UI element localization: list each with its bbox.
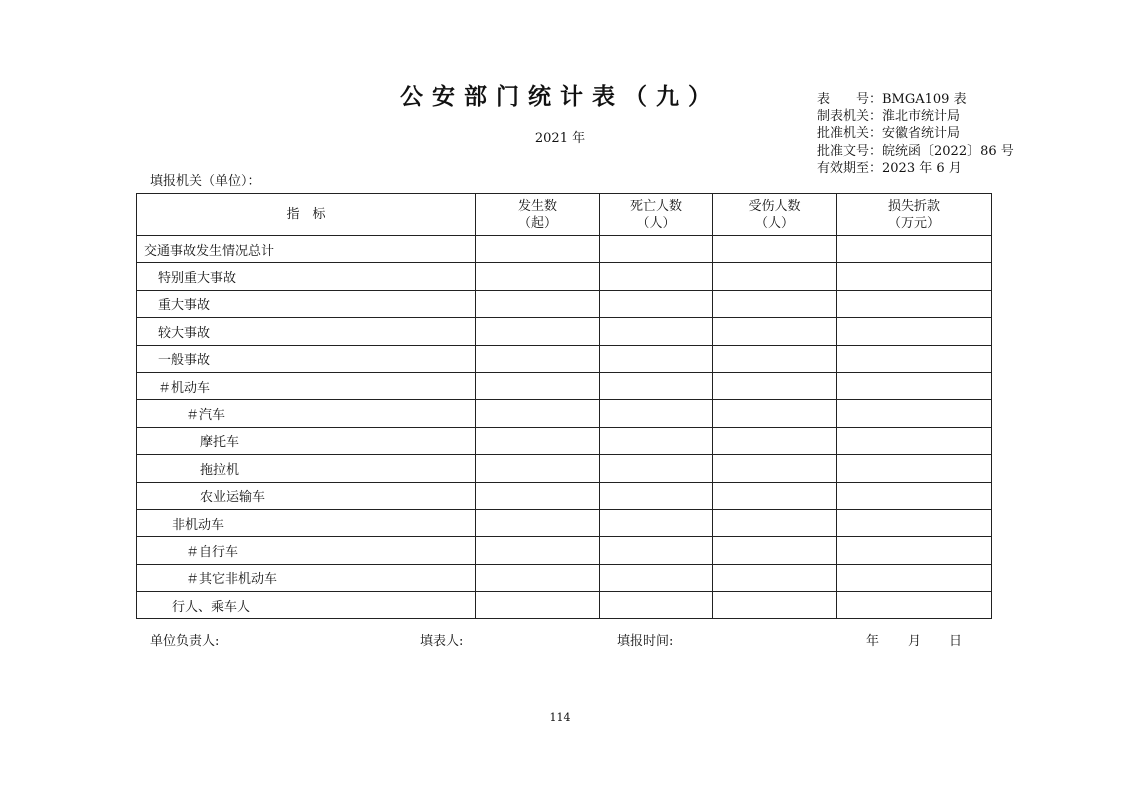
input-cell[interactable] xyxy=(600,318,713,345)
input-cell[interactable] xyxy=(600,455,713,482)
input-cell[interactable] xyxy=(837,318,992,345)
input-cell[interactable] xyxy=(713,263,837,290)
form-filler-label: 填表人: xyxy=(420,634,464,649)
row-label: 非机动车 xyxy=(137,509,476,536)
column-unit: （人） xyxy=(636,215,676,231)
column-header-occurrences xyxy=(476,194,600,236)
table-row xyxy=(137,564,992,591)
approval-document-line: 批准文号：皖统函〔2022〕86 号 xyxy=(817,143,1014,159)
input-cell[interactable] xyxy=(713,427,837,454)
table-row xyxy=(137,592,992,619)
column-name: 受伤人数 xyxy=(748,198,801,214)
input-cell[interactable] xyxy=(713,236,837,263)
input-cell[interactable] xyxy=(476,482,600,509)
input-cell[interactable] xyxy=(713,455,837,482)
input-cell[interactable] xyxy=(476,263,600,290)
input-cell[interactable] xyxy=(837,564,992,591)
input-cell[interactable] xyxy=(600,372,713,399)
input-cell[interactable] xyxy=(837,427,992,454)
input-cell[interactable] xyxy=(476,537,600,564)
table-row xyxy=(137,427,992,454)
table-row xyxy=(137,372,992,399)
table-row xyxy=(137,345,992,372)
column-header-losses xyxy=(837,194,992,236)
input-cell[interactable] xyxy=(600,427,713,454)
column-name: 损失折款 xyxy=(887,198,940,214)
input-cell[interactable] xyxy=(837,372,992,399)
table-row xyxy=(137,290,992,317)
column-header-deaths xyxy=(600,194,713,236)
fill-time-label: 填报时间: xyxy=(617,634,674,649)
input-cell[interactable] xyxy=(476,318,600,345)
row-label: 一般事故 xyxy=(137,345,476,372)
input-cell[interactable] xyxy=(713,537,837,564)
input-cell[interactable] xyxy=(600,290,713,317)
statistics-table xyxy=(136,193,992,619)
input-cell[interactable] xyxy=(713,482,837,509)
input-cell[interactable] xyxy=(476,372,600,399)
year-label: 年 xyxy=(866,634,880,649)
input-cell[interactable] xyxy=(837,509,992,536)
row-label: 行人、乘车人 xyxy=(137,592,476,619)
input-cell[interactable] xyxy=(476,427,600,454)
input-cell[interactable] xyxy=(837,263,992,290)
column-name: 死亡人数 xyxy=(629,198,682,214)
row-label: ＃汽车 xyxy=(137,400,476,427)
input-cell[interactable] xyxy=(713,345,837,372)
row-label: ＃机动车 xyxy=(137,372,476,399)
input-cell[interactable] xyxy=(713,509,837,536)
row-label: 拖拉机 xyxy=(137,455,476,482)
input-cell[interactable] xyxy=(476,236,600,263)
row-label: 重大事故 xyxy=(137,290,476,317)
input-cell[interactable] xyxy=(600,400,713,427)
row-label: ＃其它非机动车 xyxy=(137,564,476,591)
column-name: 指 标 xyxy=(286,207,326,222)
table-row xyxy=(137,537,992,564)
table-header-row xyxy=(137,194,992,236)
column-name: 发生数 xyxy=(517,198,557,214)
input-cell[interactable] xyxy=(476,400,600,427)
row-label: 特别重大事故 xyxy=(137,263,476,290)
row-label: ＃自行车 xyxy=(137,537,476,564)
input-cell[interactable] xyxy=(713,372,837,399)
input-cell[interactable] xyxy=(713,290,837,317)
input-cell[interactable] xyxy=(476,345,600,372)
input-cell[interactable] xyxy=(837,455,992,482)
column-unit: （万元） xyxy=(887,215,940,231)
input-cell[interactable] xyxy=(837,236,992,263)
input-cell[interactable] xyxy=(476,509,600,536)
report-year: 2021 年 xyxy=(534,131,586,146)
table-row xyxy=(137,263,992,290)
table-row xyxy=(137,236,992,263)
form-number-line: 表 号：BMGA109 表 xyxy=(817,92,967,107)
unit-head-label: 单位负责人: xyxy=(150,634,220,649)
table-row xyxy=(137,318,992,345)
input-cell[interactable] xyxy=(476,592,600,619)
input-cell[interactable] xyxy=(713,564,837,591)
column-header-indicator xyxy=(137,194,476,236)
row-label: 摩托车 xyxy=(137,427,476,454)
row-label: 交通事故发生情况总计 xyxy=(137,236,476,263)
column-header-injuries xyxy=(713,194,837,236)
input-cell[interactable] xyxy=(837,345,992,372)
input-cell[interactable] xyxy=(476,564,600,591)
page-title: 公安部门统计表（九） xyxy=(400,84,720,110)
input-cell[interactable] xyxy=(600,263,713,290)
issuing-agency-line: 制表机关：淮北市统计局 xyxy=(817,109,961,125)
column-unit: （人） xyxy=(754,215,794,231)
input-cell[interactable] xyxy=(600,482,713,509)
table-row xyxy=(137,482,992,509)
form-meta-block xyxy=(817,91,1014,177)
table-row xyxy=(137,455,992,482)
input-cell[interactable] xyxy=(837,400,992,427)
day-label: 日 xyxy=(949,634,963,649)
input-cell[interactable] xyxy=(837,537,992,564)
input-cell[interactable] xyxy=(600,236,713,263)
input-cell[interactable] xyxy=(600,509,713,536)
input-cell[interactable] xyxy=(476,290,600,317)
valid-until-line: 有效期至：2023 年 6 月 xyxy=(817,160,962,176)
approving-agency-line: 批准机关：安徽省统计局 xyxy=(817,126,961,142)
reporting-unit-label: 填报机关（单位）： xyxy=(150,174,261,189)
input-cell[interactable] xyxy=(837,592,992,619)
input-cell[interactable] xyxy=(837,482,992,509)
row-label: 较大事故 xyxy=(137,318,476,345)
row-label: 农业运输车 xyxy=(137,482,476,509)
input-cell[interactable] xyxy=(476,455,600,482)
input-cell[interactable] xyxy=(600,592,713,619)
column-unit: （起） xyxy=(517,215,557,231)
input-cell[interactable] xyxy=(600,345,713,372)
page-number: 114 xyxy=(549,711,571,724)
table-row xyxy=(137,400,992,427)
input-cell[interactable] xyxy=(600,564,713,591)
month-label: 月 xyxy=(908,634,922,649)
input-cell[interactable] xyxy=(713,592,837,619)
input-cell[interactable] xyxy=(600,537,713,564)
input-cell[interactable] xyxy=(713,318,837,345)
table-row xyxy=(137,509,992,536)
input-cell[interactable] xyxy=(713,400,837,427)
input-cell[interactable] xyxy=(837,290,992,317)
